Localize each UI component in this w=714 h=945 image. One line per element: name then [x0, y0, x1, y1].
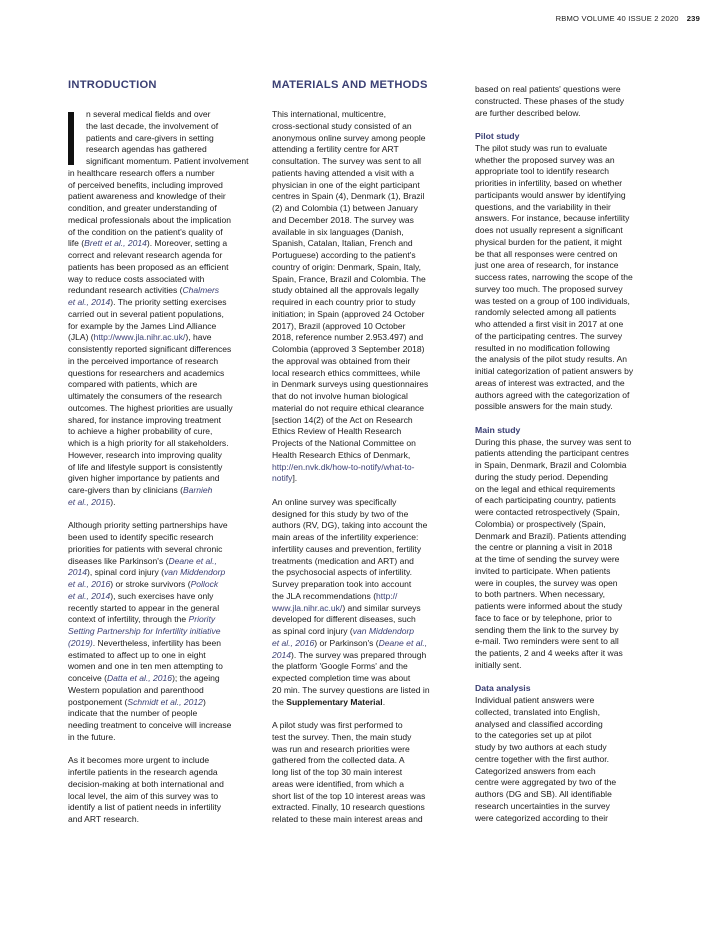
line	[68, 238, 257, 250]
text-line: physician in one of the eight participant	[272, 179, 420, 190]
methods-p1-lines	[272, 109, 459, 462]
text-line: The pilot study was run to evaluate	[475, 142, 608, 153]
text-line: centre together with the first author.	[475, 753, 609, 764]
text: ) or Parkinson's (	[314, 637, 379, 648]
text-line: that do not involve human biological	[272, 391, 408, 401]
text: ), spinal cord injury (	[87, 567, 164, 578]
line	[68, 614, 257, 626]
citation-link[interactable]: 2014	[272, 649, 292, 660]
text-line: outcomes. The highest priorities are usually	[68, 402, 233, 413]
line	[272, 650, 459, 662]
text-line: and ART research.	[68, 814, 139, 824]
citation-link[interactable]: (2019)	[68, 637, 93, 648]
text-line: medical professionals about the implication	[68, 214, 231, 225]
data-analysis-paragraph	[475, 695, 665, 824]
text-line: whether the proposed survey was an	[475, 154, 615, 165]
citation-link[interactable]: Schmidt et al., 2012	[127, 696, 203, 707]
text-line: of perceived benefits, including improved	[68, 179, 223, 190]
text: . Nevertheless, infertility has been	[92, 637, 221, 648]
text-line: treatments (medication and ART) and	[272, 555, 414, 566]
text-line: in Denmark surveys using questionnaires	[272, 379, 429, 390]
text-line: Spain, France, Brazil and Colombia. The	[272, 273, 426, 284]
text-line: given higher importance by patients and	[68, 473, 220, 484]
line	[68, 591, 257, 603]
text: ).	[110, 496, 116, 507]
text-line: indicate that the number of people	[68, 708, 198, 719]
text-line: invited to participate. When patients	[475, 565, 611, 576]
text-line: [section 14(2) of the Act on Research	[272, 414, 413, 425]
jla-url-link[interactable]: http://www.jla.nihr.ac.uk/	[93, 332, 186, 343]
text: ), have	[185, 332, 212, 343]
text-line: study by two authors at each study	[475, 742, 607, 752]
text-line: in healthcare research offers a number	[68, 167, 215, 178]
text-line: significant momentum. Patient involvement	[86, 156, 249, 166]
text: .	[382, 696, 386, 707]
text-line: As it becomes more urgent to include	[68, 755, 210, 766]
text-line: was run and research priorities were	[272, 743, 410, 754]
line	[68, 567, 257, 579]
text-line: sending them the link to the survey by	[475, 624, 619, 635]
line	[68, 579, 257, 591]
citation-link[interactable]: Barnieh	[182, 485, 213, 495]
line: Western population and parenthood	[68, 684, 204, 695]
text: ].	[292, 473, 298, 484]
text-line: identify a list of patient needs in infertility	[68, 802, 221, 813]
citation-link[interactable]: van Middendorp	[352, 626, 415, 636]
text-line: of the condition on the patient's quality of	[68, 226, 223, 237]
citation-link[interactable]: et al., 2016	[272, 637, 315, 648]
text-line: 2018, reference number 2.953.497) and	[272, 332, 424, 343]
text: ) and similar surveys	[342, 602, 421, 613]
text: ). The priority setting exercises	[110, 297, 227, 307]
line: estimated to affect up to one in eight	[68, 649, 206, 660]
text-line: analysed and classified according	[475, 718, 603, 729]
paragraph-gap	[68, 744, 257, 756]
text-line: consistently reported significant differences	[68, 344, 232, 354]
methods-p2-lines	[272, 497, 459, 591]
paragraph-gap	[475, 672, 665, 684]
text-line: condition, and greater understanding of	[68, 203, 217, 213]
text: ). The survey was prepared through	[291, 649, 427, 660]
text-line: research uncertainties in the survey	[475, 800, 610, 811]
text-line: 2017), Brazil (approved 10 October	[272, 320, 406, 331]
line	[68, 497, 257, 509]
text-line: cross-sectional study consisted of an	[272, 120, 412, 131]
text-line: the approval was obtained from their	[272, 355, 411, 366]
line	[68, 697, 257, 709]
text-line: authors (RV, DG), taking into account the	[272, 520, 428, 531]
line: recently started to appear in the general	[68, 602, 220, 613]
nvk-url-link-cont[interactable]: notify	[272, 473, 293, 484]
citation-link[interactable]: et al., 2014	[68, 297, 111, 307]
text-line: areas were identified, from which a	[272, 778, 405, 789]
text-line: main areas of the infertility experience:	[272, 532, 419, 542]
journal-info: RBMO VOLUME 40 ISSUE 2 2020	[555, 14, 679, 23]
text-line: However, research into improving quality	[68, 449, 222, 460]
text-line: randomly selected among all patients	[475, 307, 617, 318]
subheading-main-study: Main study	[475, 424, 521, 435]
text-line: were categorized according to their	[475, 812, 609, 823]
text-line: available in six languages (Danish,	[272, 226, 404, 237]
text-line: required in each country prior to study	[272, 297, 416, 307]
paragraph-gap	[68, 509, 257, 521]
text: redundant research activities (	[68, 285, 183, 296]
text-line: test the survey. Then, the main study	[272, 731, 412, 742]
methods-continued-paragraph	[475, 84, 665, 119]
citation-link[interactable]: 2014	[68, 567, 88, 578]
text-line: An online survey was specifically	[272, 496, 397, 507]
page-number: 239	[686, 14, 700, 23]
text-line: the analysis of the pilot study results. An	[475, 354, 628, 365]
text-line: of the participating centres. The survey	[475, 330, 623, 341]
citation-link[interactable]: et al., 2015	[68, 496, 111, 507]
subheading-pilot-study: Pilot study	[475, 131, 520, 141]
text-line: survey too much. The proposed survey	[475, 283, 623, 294]
text-line: During this phase, the survey was sent to	[475, 436, 632, 447]
text-line: decision-making at both international and	[68, 778, 224, 789]
text-line: patients has been proposed as an efficient	[68, 261, 229, 272]
text-line: A pilot study was first performed to	[272, 720, 403, 730]
text-line: of each participating country, patients	[475, 495, 616, 506]
citation-link[interactable]: Priority	[188, 614, 216, 625]
text: the	[272, 696, 287, 707]
text-line: patients and care-givers in setting	[86, 132, 214, 143]
text-line: areas of interest was extracted, and the	[475, 377, 625, 388]
text: (JLA) (	[68, 332, 94, 343]
citation-link[interactable]: et al., 2014	[68, 590, 111, 601]
text-line: based on real patients' questions were	[475, 84, 621, 94]
text-line: success rates, narrowing the scope of the	[475, 272, 633, 282]
line	[68, 638, 257, 650]
supplementary-material-link[interactable]: Supplementary Material	[286, 696, 383, 707]
intro-paragraph-1	[68, 109, 257, 509]
text-line: carried out in several patient populations,	[68, 308, 224, 319]
text-line: are further described below.	[475, 107, 581, 118]
intro-p1-lines2	[68, 250, 257, 285]
section-heading-methods: MATERIALS AND METHODS	[272, 79, 428, 91]
paragraph-gap	[272, 708, 459, 720]
citation-link[interactable]: et al., 2016	[68, 579, 111, 589]
text-line: possible answers for the main study.	[475, 401, 613, 412]
text-line: collected, translated into English,	[475, 706, 600, 717]
text-line: Spanish, Catalan, Italian, French and	[272, 238, 413, 249]
text-line: in the future.	[68, 731, 116, 742]
text-line: questions for researchers and academics	[68, 367, 225, 378]
text-line: 20 min. The survey questions are listed in	[272, 684, 430, 695]
text-line: who attended a first visit in 2017 at one	[475, 319, 624, 329]
text-line: to achieve a higher probability of cure,	[68, 426, 213, 437]
citation-link[interactable]: Chalmers	[182, 285, 220, 296]
line	[68, 332, 257, 344]
text-line: long list of the top 30 main interest	[272, 767, 403, 777]
line	[272, 462, 459, 474]
text-line: initially sent.	[475, 659, 522, 670]
text-line: Denmark and Brazil). Patients attending	[475, 530, 627, 541]
text-line: resulted in no modification following	[475, 342, 610, 353]
citation-link[interactable]: Datta et al., 2016	[106, 673, 173, 683]
line	[68, 285, 257, 297]
text: )	[202, 696, 206, 707]
intro-p2-lines-end	[68, 708, 257, 743]
line: women and one in ten men attempting to	[68, 661, 223, 672]
text-line: infertility causes and prevention, fertility	[272, 543, 422, 554]
text: ), such exercises have only	[110, 590, 214, 601]
pilot-study-paragraph	[475, 143, 665, 413]
jla-url-link-cont[interactable]: www.jla.nihr.ac.uk/	[272, 602, 343, 613]
citation-link[interactable]: Brett et al., 2014	[84, 238, 147, 249]
text-line: authors (DG and SB). All identifiable	[475, 789, 612, 799]
text-line: which is a high priority for all stakeholders.	[68, 438, 229, 448]
text-line: gathered from the collected data. A	[272, 755, 405, 766]
line	[68, 626, 257, 638]
text-line: material do not require ethical clearance	[272, 402, 425, 413]
text-line: the platform 'Google Forms' and the	[272, 661, 408, 672]
citation-link[interactable]: Setting Partnership for Infertility initiative	[68, 626, 221, 636]
main-study-paragraph	[475, 437, 665, 672]
citation-link[interactable]: Deane et al.,	[168, 555, 217, 566]
text-line: priorities in infertility, based on whether	[475, 178, 623, 188]
text-line: Colombia (approved 3 September 2018)	[272, 344, 425, 354]
text-line: local research ethics committees, while	[272, 367, 421, 378]
text-line: physical burden for the patient, it might	[475, 236, 622, 247]
line	[68, 673, 257, 685]
citation-link[interactable]: Pollock	[190, 579, 219, 589]
line	[68, 556, 257, 568]
text-line: Health Research Ethics of Denmark,	[272, 449, 411, 460]
text-line: e-mail. Two reminders were sent to all	[475, 636, 619, 647]
column-introduction	[68, 79, 257, 826]
text-line: on the legal and ethical requirements	[475, 483, 616, 494]
text-line: to the categories set up at pilot	[475, 730, 592, 741]
citation-link[interactable]: van Middendorp	[163, 567, 226, 578]
text-line: in the perceived importance of research	[68, 355, 219, 366]
text-line: ultimately the consumers of the research	[68, 391, 222, 401]
text-line: This international, multicentre,	[272, 109, 387, 119]
text-line: (2) and Colombia (1) between January	[272, 203, 418, 213]
text-line: n several medical fields and over	[86, 109, 211, 119]
text-line: compared with patients, which are	[68, 379, 198, 390]
text-line: and December 2018. The survey was	[272, 214, 414, 225]
text-line: extracted. Finally, 10 research questions	[272, 802, 425, 813]
line: Although priority setting partnerships have	[68, 520, 228, 531]
text-line: does not usually represent a significant	[475, 225, 623, 235]
intro-paragraph-2	[68, 520, 257, 743]
text-line: were in couples, the survey was open	[475, 577, 618, 588]
line: priorities for patients with several chronic	[68, 543, 223, 554]
line	[68, 297, 257, 309]
text-line: local level, the aim of this survey was to	[68, 790, 219, 801]
text: postponement (	[68, 696, 128, 707]
column-methods	[272, 79, 459, 826]
text-line: Individual patient answers were	[475, 695, 595, 705]
text-line: consultation. The survey was sent to all	[272, 156, 422, 166]
text: ); the ageing	[172, 673, 220, 683]
text-line: of life and lifestyle support is consistently	[68, 461, 223, 472]
text-line: attending a fertility centre for ART	[272, 144, 399, 155]
text: ) or stroke survivors (	[110, 579, 191, 589]
text-line: needing treatment to conceive will increase	[68, 720, 232, 730]
intro-p1-lines4	[68, 344, 257, 485]
line	[272, 697, 459, 709]
text-line: face to face or by telephone, prior to	[475, 612, 612, 623]
text-line: Survey preparation took into account	[272, 579, 412, 589]
line	[272, 473, 459, 485]
text-line: for example by the James Lind Alliance	[68, 320, 217, 331]
text-line: country of origin: Denmark, Spain, Italy,	[272, 261, 422, 272]
text-line: to both partners. When necessary,	[475, 589, 606, 600]
line	[272, 603, 459, 615]
line	[272, 626, 459, 638]
text-line: correct and relevant research agenda for	[68, 250, 223, 260]
text-line: patients attending the participant centres	[475, 448, 629, 459]
text: conceive (	[68, 673, 107, 683]
drop-cap	[68, 112, 74, 165]
text-line: patient awareness and knowledge of their	[68, 191, 226, 202]
text: ). Moreover, setting a	[146, 238, 228, 249]
text-line: related to these main interest areas and	[272, 814, 423, 824]
text-line: the psychosocial aspects of infertility.	[272, 567, 412, 578]
subheading-data-analysis: Data analysis	[475, 683, 531, 694]
text-line: Ethics Review of Health Research	[272, 426, 402, 437]
nvk-url-link[interactable]: http://en.nvk.dk/how-to-notify/what-to-	[272, 461, 415, 472]
text-line: questions, and the variability in their	[475, 201, 611, 212]
text-line: Colombia) or prospectively (Spain,	[475, 518, 606, 529]
text-line: patients were informed about the study	[475, 601, 623, 611]
text-line: the last decade, the involvement of	[86, 120, 219, 131]
text-line: initiation; in Spain (approved 24 October	[272, 308, 425, 319]
text: care-givers than by clinicians (	[68, 485, 183, 495]
line	[68, 485, 257, 497]
text-line: centres in Spain (4), Denmark (1), Brazil	[272, 191, 425, 202]
text-line: appropriate tool to identify research	[475, 166, 609, 177]
text: diseases like Parkinson's (	[68, 555, 169, 566]
text-line: at the time of sending the survey were	[475, 554, 620, 564]
text-line: research agendas has gathered	[86, 144, 207, 155]
text-line: was tested on a group of 100 individuals,	[475, 295, 630, 306]
text-line: were contacted retrospectively (Spain,	[475, 507, 620, 517]
text: context of infertility, through the	[68, 614, 189, 625]
text-line: constructed. These phases of the study	[475, 95, 625, 106]
methods-paragraph-1	[272, 109, 459, 485]
text-line: Portuguese) according to the patient's	[272, 250, 416, 260]
text-line: participants would answer by identifying	[475, 189, 626, 200]
text-line: just one area of research, for instance	[475, 260, 619, 271]
text-line: initial categorization of patient answers by	[475, 366, 634, 376]
text-line: Categorized answers from each	[475, 765, 596, 776]
methods-paragraph-2	[272, 497, 459, 709]
column-methods-continued	[475, 84, 665, 824]
line	[272, 591, 459, 603]
text-line: answers. For instance, because infertility	[475, 213, 630, 224]
text: life (	[68, 238, 85, 249]
text-line: study obtained all the approvals legally	[272, 285, 419, 296]
line: been used to identify specific research	[68, 532, 214, 542]
methods-paragraph-3	[272, 720, 459, 826]
paragraph-gap	[272, 485, 459, 497]
text-line: the centre or planning a visit in 2018	[475, 542, 613, 553]
running-head	[556, 14, 700, 23]
text-line: Projects of the National Committee on	[272, 438, 416, 448]
text-line: anonymous online survey among people	[272, 132, 426, 143]
text-line: be that all responses were centred on	[475, 248, 618, 259]
paragraph-gap	[475, 413, 665, 425]
section-heading-introduction: INTRODUCTION	[68, 79, 157, 91]
text-line: short list of the top 10 interest areas was	[272, 790, 426, 801]
text-line: expected completion time was about	[272, 673, 411, 683]
intro-paragraph-3	[68, 755, 257, 826]
text: the JLA recommendations (	[272, 590, 377, 601]
text-line: authors agreed with the categorization of	[475, 389, 630, 400]
text-line: in Spain, Denmark, Brazil and Colombia	[475, 460, 627, 470]
methods-p2-lines-end	[272, 661, 459, 696]
intro-p1-lines3	[68, 309, 257, 333]
text-line: infertile patients in the research agenda	[68, 767, 218, 777]
line	[272, 638, 459, 650]
intro-p1-lines	[68, 109, 257, 238]
text-line: designed for this study by two of the	[272, 508, 409, 519]
text-line: way to reduce costs associated with	[68, 273, 205, 284]
text-line: patients having attended a visit with a	[272, 167, 415, 178]
citation-link[interactable]: Deane et al.,	[378, 637, 428, 648]
text-line: centre were aggregated by two of the	[475, 777, 617, 788]
jla-url-link[interactable]: http://	[376, 590, 398, 601]
text-line: the patients, 2 and 4 weeks after it was	[475, 648, 623, 658]
text-line: during the study period. Depending	[475, 471, 609, 482]
text-line: shared, for instance improving treatment	[68, 414, 221, 425]
paragraph-gap	[475, 119, 665, 131]
line: developed for different diseases, such	[272, 614, 416, 625]
text: as spinal cord injury (	[272, 626, 353, 636]
